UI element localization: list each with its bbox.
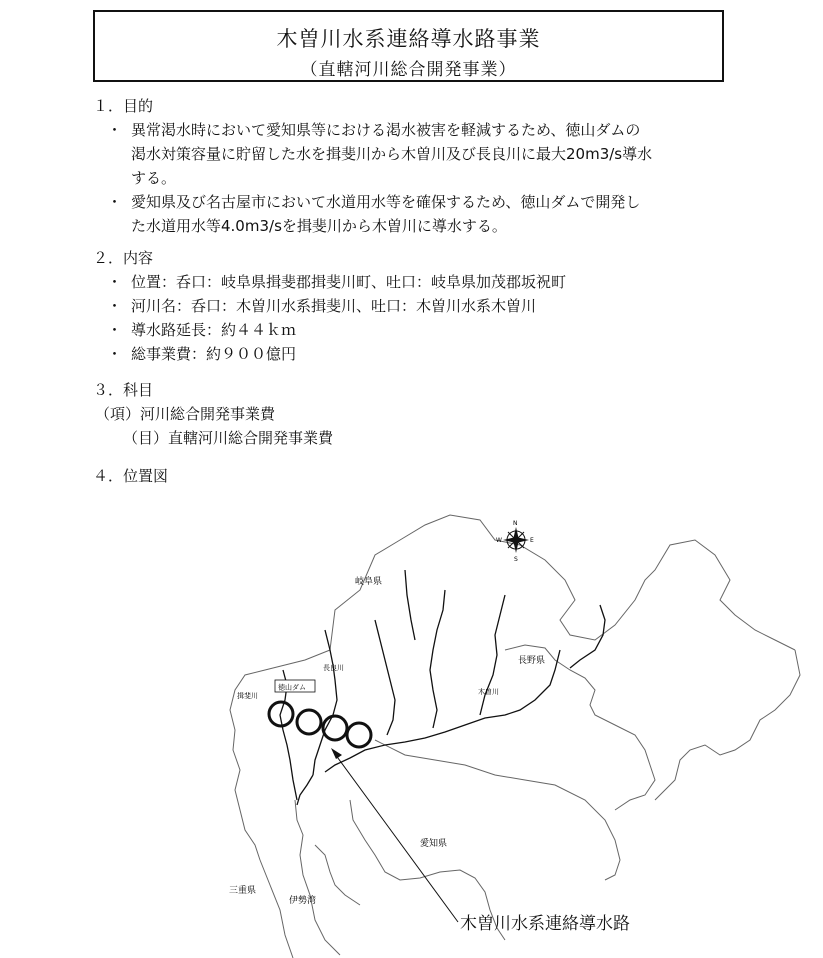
label-tokuyama-dam: 徳山ダム	[278, 683, 306, 692]
section-content	[93, 246, 733, 366]
compass-e: E	[530, 537, 534, 544]
compass-s: S	[514, 556, 518, 563]
section-heading: ２．内容	[93, 249, 154, 267]
prefecture-boundary-nagano	[505, 645, 655, 810]
title-box	[93, 10, 724, 82]
bullet-mark: ・	[107, 297, 123, 315]
prefecture-boundary-mie	[260, 860, 293, 958]
location-map	[175, 500, 823, 958]
label-kisogawa: 木曽川	[478, 688, 499, 696]
bullet-mark: ・	[107, 321, 123, 339]
label-nagano: 長野県	[518, 656, 546, 666]
river-kisogawa	[325, 650, 560, 772]
bullet-mark: ・	[107, 345, 123, 363]
label-aichi: 愛知県	[420, 839, 448, 849]
conduit-route	[269, 702, 371, 747]
list-item	[93, 342, 733, 366]
route-circle	[297, 710, 321, 734]
section-account	[93, 378, 733, 450]
river-estuary	[297, 775, 313, 805]
label-mie: 三重県	[229, 886, 257, 896]
bullet-mark: ・	[107, 193, 123, 211]
bullet-mark: ・	[107, 273, 123, 291]
content-location: 位置：呑口：岐阜県揖斐郡揖斐川町、吐口：岐阜県加茂郡坂祝町	[131, 273, 567, 291]
section-heading: ３．科目	[93, 381, 154, 399]
compass-w: W	[496, 537, 502, 544]
content-length: 導水路延長：約４４ｋｍ	[131, 321, 297, 339]
list-item	[93, 270, 733, 294]
chita-peninsula	[315, 845, 360, 905]
account-kou: （項）河川総合開発事業費	[95, 405, 276, 423]
section-map	[93, 464, 168, 488]
list-item	[93, 118, 733, 190]
text-line: する。	[131, 169, 177, 187]
route-circle	[347, 723, 371, 747]
location-map-svg	[175, 500, 823, 958]
label-nagaragawa: 長良川	[323, 664, 344, 672]
list-item	[93, 294, 733, 318]
river-tributary-1	[375, 620, 395, 735]
coastline-ise-bay	[295, 800, 340, 955]
page-title: 木曽川水系連絡導水路事業	[276, 27, 541, 51]
section-heading: ４．位置図	[93, 467, 169, 485]
section-purpose	[93, 94, 733, 238]
text-line: 異常渇水時において愛知県等における渇水被害を軽減するため、徳山ダムの	[131, 121, 641, 139]
text-line: 愛知県及び名古屋市において水道用水等を確保するため、徳山ダムで開発し	[131, 193, 641, 211]
prefecture-boundary-gifu-north	[330, 515, 795, 650]
river-tributary-4	[480, 595, 505, 715]
callout-arrow	[331, 748, 458, 922]
river-tributary-2	[430, 590, 445, 728]
compass-n: N	[513, 520, 518, 527]
label-ibigawa: 揖斐川	[237, 692, 258, 700]
section-heading: １．目的	[93, 97, 154, 115]
text-line: 渇水対策容量に貯留した水を揖斐川から木曽川及び長良川に最大20m3/s導水	[131, 145, 653, 163]
compass-rose	[496, 520, 534, 563]
bullet-mark: ・	[107, 121, 123, 139]
page-subtitle: （直轄河川総合開発事業）	[300, 60, 517, 80]
callout-label: 木曽川水系連絡導水路	[460, 914, 630, 934]
river-tributary-3	[405, 570, 415, 640]
label-isewan: 伊勢湾	[289, 896, 317, 906]
content-cost: 総事業費：約９００億円	[131, 345, 297, 363]
prefecture-boundary-east	[655, 650, 800, 800]
content-river: 河川名：呑口：木曽川水系揖斐川、吐口：木曽川水系木曽川	[131, 297, 537, 315]
account-moku: （目）直轄河川総合開発事業費	[123, 429, 334, 447]
label-gifu: 岐阜県	[355, 577, 383, 587]
list-item	[93, 318, 733, 342]
text-line: た水道用水等4.0m3/sを揖斐川から木曽川に導水する。	[131, 217, 507, 235]
list-item	[93, 190, 733, 238]
